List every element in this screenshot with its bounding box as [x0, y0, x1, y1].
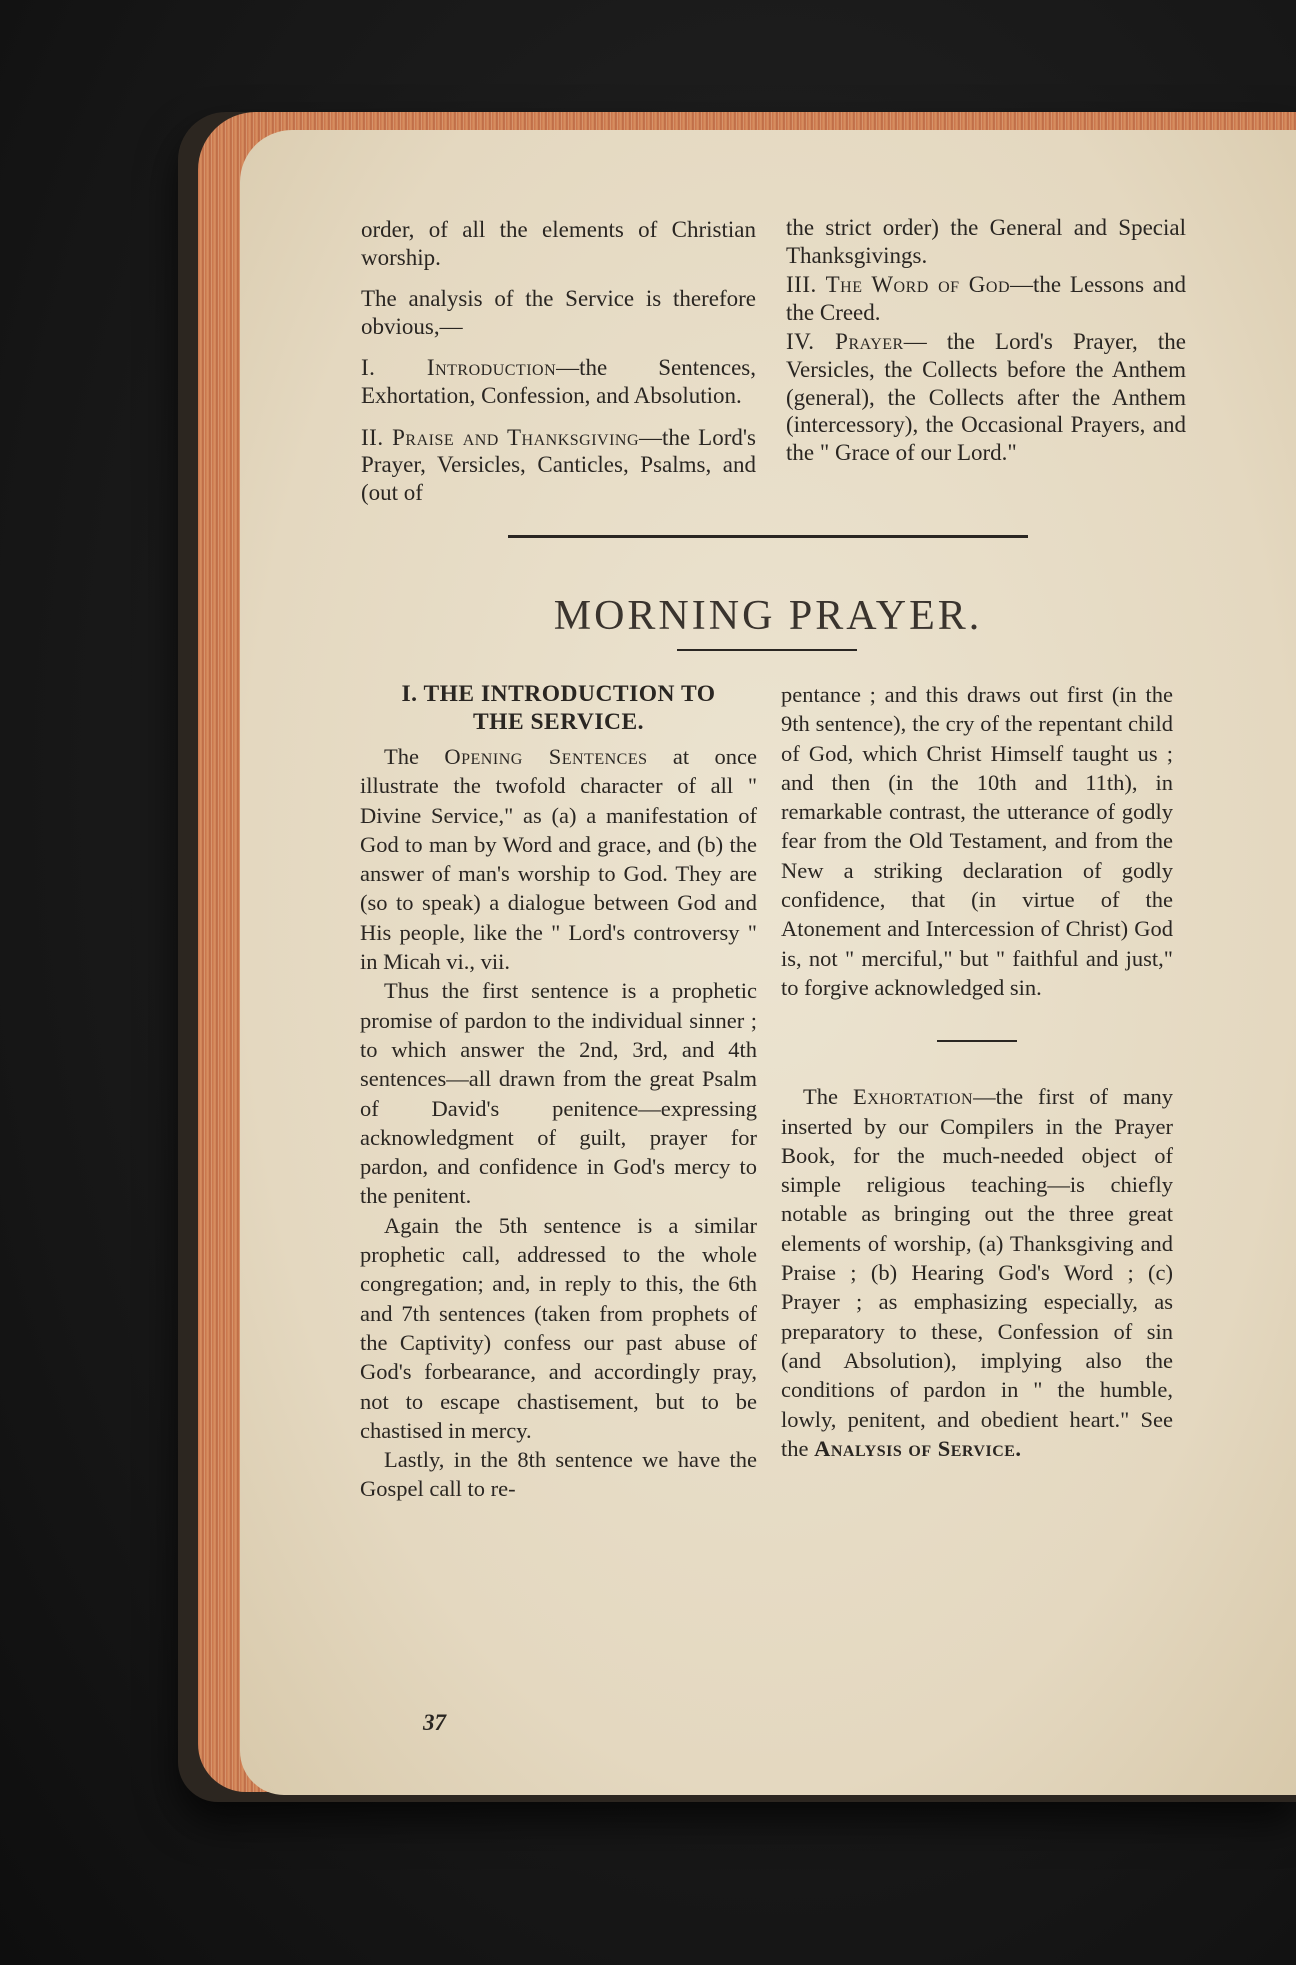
analysis-item-text: —the Lessons and the Creed.: [786, 272, 1186, 325]
analysis-item-2: [361, 424, 756, 507]
divider-rule: [508, 535, 1028, 538]
paragraph-exhortation: [781, 1082, 1173, 1463]
section-heading-line: I. THE INTRODUCTION TO: [401, 681, 716, 707]
analysis-item-text: — the Lord's Prayer, the Versicles, the Collects before the Anthem (general), the Collects after the Anthem (intercessory), the Occasional Prayers, and the " Grace of our Lord.": [786, 329, 1187, 465]
right-column: [781, 680, 1173, 1463]
page-title: MORNING PRAYER.: [553, 593, 983, 639]
divider-rule: [677, 649, 857, 651]
analysis-item-label: I. Introduction: [361, 355, 557, 381]
paragraph: Lastly, in the 8th sentence we have the Gospel call to re-: [360, 1447, 757, 1502]
page-number: 37: [423, 1710, 446, 1735]
paragraph-text: —the first of many inserted by our Compilers in the Prayer Book, for the much-needed object of simple religious teaching—is chiefly notable as bringing out the three great elements of worship, (a) Thanksgiving and Praise ; (b) Hearing God's Word ; (c) Prayer ; as emphasizing especially, as preparatory to these, Confession of sin (and Absolution), implying also the conditions of pardon in " the humble, lowly, penitent, and obedient heart." See the: [781, 1084, 1173, 1461]
term-exhortation: Exhortation: [852, 1084, 974, 1110]
paragraph-lead: The: [384, 744, 445, 769]
paragraph: Thus the first sentence is a prophetic promise of pardon to the individual sinner ; to which answer the 2nd, 3rd, and 4th sentences—all drawn from the great Psalm of David's penitence—expressing acknowledgment of guilt, prayer for pardon, and confidence in God's mercy to the penitent.: [360, 978, 757, 1209]
divider-rule: [937, 1040, 1017, 1042]
intro-paragraph: The analysis of the Service is therefore obvious,—: [361, 286, 756, 339]
term-opening-sentences: Opening Sentences: [444, 744, 648, 769]
analysis-item-1: [361, 354, 756, 409]
analysis-item-3: [786, 271, 1186, 326]
analysis-item-label: III. The Word of God: [786, 272, 1011, 298]
analysis-item-label: IV. Prayer: [786, 329, 904, 355]
paragraph-lead: The: [803, 1084, 853, 1110]
paragraph-opening-sentences: [360, 742, 757, 976]
book-page: [240, 130, 1296, 1795]
intro-right-column: [786, 214, 1186, 468]
cross-reference: Analysis of Service.: [814, 1435, 1022, 1461]
analysis-item-text: —the Lord's Prayer, Versicles, Canticles, Psalms, and (out of: [361, 424, 756, 505]
intro-paragraph: order, of all the elements of Christian worship.: [361, 217, 756, 270]
paragraph: Again the 5th sentence is a similar prophetic call, addressed to the whole congregation; and, in reply to this, the 6th and 7th sentences (taken from prophets of the Captivity) confess our past abuse of God's forbearance, and accordingly pray, not to escape chastisement, but to be chastised in mercy.: [360, 1212, 757, 1443]
paragraph: pentance ; and this draws out first (in the 9th sentence), the cry of the repentant child of God, which Christ Himself taught us ; and then (in the 10th and 11th), in remarkable contrast, the utterance of godly fear from the Old Testament, and from the New a striking declaration of godly confidence, that (in virtue of the Atonement and Intercession of Christ) God is, not " merciful," but " faithful and just," to forgive acknowledged sin.: [781, 682, 1173, 1000]
analysis-item-text: —the Sentences, Exhortation, Confession, and Absolution.: [361, 355, 756, 408]
paragraph-text: at once illustrate the twofold character of all " Divine Service," as (a) a manifestation of God to man by Word and grace, and (b) the answer of man's worship to God. They are (so to speak) a dialogue between God and His people, like the " Lord's controversy " in Micah vi., vii.: [360, 744, 758, 975]
section-heading: [360, 680, 757, 736]
left-column: [360, 680, 757, 1504]
section-heading-line: THE SERVICE.: [472, 709, 645, 735]
intro-paragraph: the strict order) the General and Special Thanksgivings.: [786, 215, 1186, 268]
analysis-item-label: II. Praise and Thanksgiving: [361, 424, 640, 450]
intro-left-column: [361, 216, 756, 520]
analysis-item-4: [786, 328, 1186, 466]
